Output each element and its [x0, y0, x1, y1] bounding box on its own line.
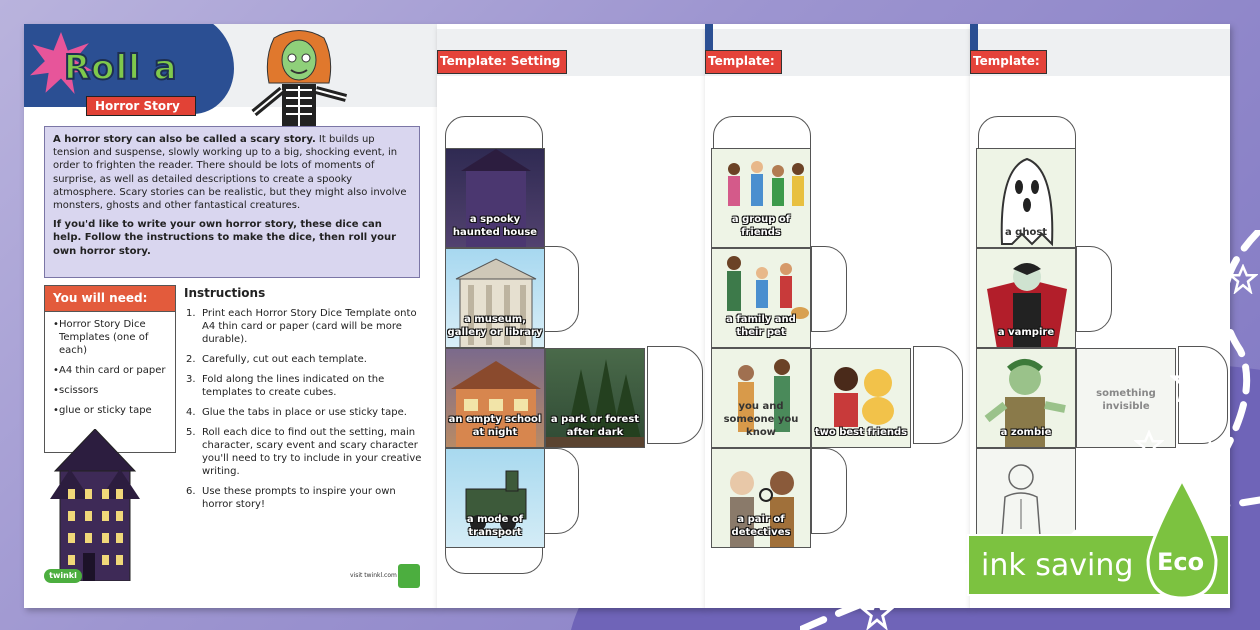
setting-template-page [437, 24, 705, 608]
die-face [445, 148, 545, 248]
die-face-label: a ghost [1004, 227, 1048, 238]
subtitle-tag: Horror Story [86, 96, 196, 116]
step-number: 2. [186, 354, 196, 365]
die-face-label: a museum, gallery or library [447, 314, 543, 338]
need-item: • scissors [53, 384, 169, 397]
need-title: You will need: [45, 286, 175, 312]
cover-page [24, 24, 437, 608]
template-tab: Template: Setting [437, 50, 567, 74]
step-number: 3. [186, 374, 196, 385]
die-face [445, 448, 545, 548]
star-icon [1170, 362, 1210, 402]
you-will-need-box [44, 285, 176, 453]
instruction-step: Roll each dice to find out the setting, main character, scary event and scary character you'll need to try to include in your creative writing. [202, 427, 422, 477]
star-icon [860, 596, 894, 630]
template-tab: Template: [705, 50, 782, 74]
die-face-label: a zombie [1000, 427, 1052, 438]
die-face [711, 148, 811, 248]
die-face [445, 348, 545, 448]
footer-url: visit twinkl.com [350, 572, 397, 579]
skeleton-girl-illustration [234, 28, 364, 128]
die-face-label: a vampire [997, 327, 1055, 338]
die-face [976, 148, 1076, 248]
step-number: 6. [186, 486, 196, 497]
star-icon [1228, 264, 1258, 294]
die-face-label: two best friends [814, 427, 908, 438]
die-face [976, 248, 1076, 348]
need-item: • A4 thin card or paper [53, 364, 169, 377]
ink-saving-text: ink saving [981, 548, 1134, 583]
template-tab: Template: [970, 50, 1047, 74]
die-face [445, 248, 545, 348]
instruction-step: Glue the tabs in place or use sticky tape. [202, 407, 407, 418]
die-face [545, 348, 645, 448]
glue-tab [445, 544, 543, 574]
step-number: 5. [186, 427, 196, 438]
die-face [711, 448, 811, 548]
star-icon [1192, 440, 1228, 476]
eco-drop-icon [1140, 480, 1224, 600]
instructions-title: Instructions [184, 286, 266, 300]
glue-tab [811, 246, 847, 332]
step-number: 1. [186, 308, 196, 319]
die-face [811, 348, 911, 448]
need-item: • Horror Story Dice Templates (one of each) [53, 318, 169, 357]
intro-box [44, 126, 420, 278]
die-face-label: a family and their pet [726, 314, 796, 338]
instructions-list [184, 307, 424, 518]
instruction-step: Fold along the lines indicated on the templates to create cubes. [202, 374, 385, 398]
die-face-label: an empty school at night [448, 414, 542, 438]
character-template-page [705, 24, 970, 608]
die-face [976, 348, 1076, 448]
glue-tab [913, 346, 963, 444]
eco-label: Eco [1157, 548, 1205, 576]
die-face-label: a park or forest after dark [550, 414, 640, 438]
glue-tab [543, 246, 579, 332]
glue-tab [543, 448, 579, 534]
haunted-castle-illustration [50, 429, 140, 581]
die-face [976, 448, 1076, 548]
glue-tab [647, 346, 703, 444]
die-face-label: a pair of detectives [731, 514, 791, 538]
die-face-label: a spooky haunted house [452, 214, 538, 238]
cover-header [24, 24, 437, 107]
step-number: 4. [186, 407, 196, 418]
instruction-step: Print each Horror Story Dice Template onto A4 thin card or paper (card will be more durable). [202, 308, 417, 345]
page-title: Roll a [64, 48, 178, 88]
die-face-label: you and someone you know [723, 401, 799, 438]
need-item: • glue or sticky tape [53, 404, 169, 417]
footer-badge-icon [398, 564, 420, 588]
star-icon [1134, 430, 1164, 460]
die-face [711, 348, 811, 448]
die-face-label: a group of friends [731, 214, 791, 238]
die-face [711, 248, 811, 348]
intro-prompt: If you'd like to write your own horror story, these dice can help. Follow the instructions to make the dice, then roll your own horror story. [53, 219, 397, 257]
intro-bold: A horror story can also be called a scary story. [53, 134, 316, 145]
die-face-label: something invisible [1096, 388, 1156, 412]
instruction-step: Carefully, cut out each template. [202, 354, 367, 365]
twinkl-logo: twinkl [44, 569, 82, 583]
glue-tab [1076, 246, 1112, 332]
instruction-step: Use these prompts to inspire your own horror story! [202, 486, 396, 510]
die-face-label: a mode of transport [466, 514, 524, 538]
intro-text: It builds up tension and suspense, slowly working up to a big, shocking event, in order to frighten the reader. There should be lots of moments of surprise, as well as detailed descriptions to create a spooky atmosphere. Scary stories can be realistic, but they might also involve monsters, ghosts and other fantastical creatures. [53, 134, 407, 212]
glue-tab [811, 448, 847, 534]
